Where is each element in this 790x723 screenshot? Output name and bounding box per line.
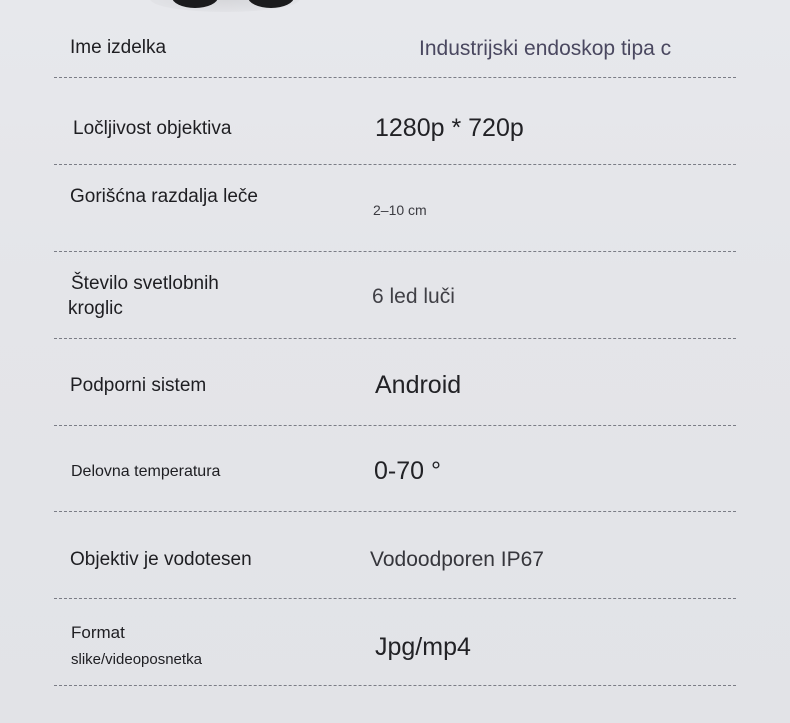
- spec-value: 2–10 cm: [373, 202, 427, 218]
- spec-row-waterproof: [54, 512, 736, 599]
- spec-value: 6 led luči: [372, 285, 455, 308]
- spec-value: Jpg/mp4: [375, 633, 471, 661]
- spec-label-line-1: Format: [71, 623, 125, 642]
- spec-label: Ločljivost objektiva: [73, 118, 232, 139]
- spec-label-line-2: kroglic: [68, 298, 123, 319]
- spec-row-resolution: [54, 78, 736, 165]
- spec-row-supported-system: [54, 339, 736, 426]
- spec-label: Objektiv je vodotesen: [70, 549, 252, 570]
- spec-row-working-temperature: [54, 426, 736, 512]
- spec-value: Industrijski endoskop tipa c: [419, 37, 672, 60]
- spec-value: Android: [375, 371, 462, 399]
- spec-row-focal-distance: [54, 165, 736, 252]
- spec-label: Podporni sistem: [70, 375, 207, 396]
- spec-value: 0-70 °: [374, 457, 441, 485]
- spec-label-line-2: slike/videoposnetka: [71, 651, 202, 668]
- spec-row-led-count: [54, 252, 736, 339]
- spec-row-format: [54, 599, 736, 686]
- spec-label: Delovna temperatura: [71, 463, 221, 480]
- spec-value: 1280p * 720p: [375, 114, 524, 142]
- row-divider: [54, 685, 736, 686]
- spec-value: Vodoodporen IP67: [370, 548, 544, 571]
- spec-label: Gorišćna razdalja leče: [70, 186, 258, 207]
- spec-row-product-name: [54, 14, 736, 78]
- spec-label: Ime izdelka: [70, 37, 167, 58]
- spec-label-line-1: Število svetlobnih: [71, 273, 219, 294]
